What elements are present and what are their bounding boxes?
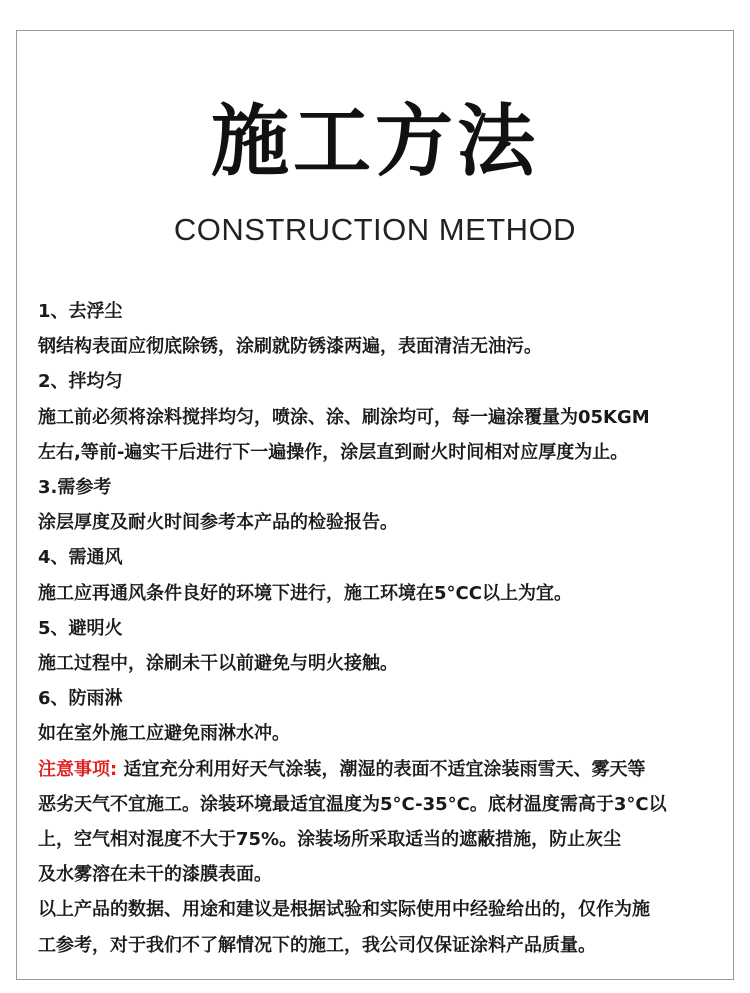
closing-text: 工参考，对于我们不了解情况下的施工，我公司仅保证涂料产品质量。 — [38, 934, 596, 956]
section-text: 施工前必须将涂料搅拌均匀，喷涂、涂、刷涂均可，每一遍涂覆量为05KGM — [38, 406, 650, 428]
section-heading: 4、需通风 — [38, 547, 123, 569]
section-heading: 1、去浮尘 — [38, 301, 123, 322]
page-title: 施工方法 — [210, 97, 539, 187]
note-text: 及水雾溶在未干的漆膜表面。 — [38, 864, 272, 886]
section-text: 如在室外施工应避免雨淋水冲。 — [38, 723, 290, 745]
section-heading: 6、防雨淋 — [38, 688, 123, 710]
note-label: 注意事项: — [38, 758, 118, 780]
section-text: 施工过程中，涂刷未干以前避免与明火接触。 — [38, 653, 398, 675]
note-text: 适宜充分利用好天气涂装，潮湿的表面不适宜涂装雨雪天、雾天等 — [117, 758, 646, 780]
section-text: 钢结构表面应彻底除锈，涂刷就防锈漆两遍，表面清洁无油污。 — [38, 336, 542, 358]
section-text: 涂层厚度及耐火时间参考本产品的检验报告。 — [38, 512, 398, 534]
section-heading: 2、拌均匀 — [38, 371, 123, 393]
section-heading: 5、避明火 — [38, 617, 123, 639]
note-text: 上，空气相对混度不大于75%。涂装场所采取适当的遮蔽措施，防止灰尘 — [38, 829, 622, 851]
closing-text: 以上产品的数据、用途和建议是根据试验和实际使用中经验给出的，仅作为施 — [38, 899, 650, 921]
content-body — [38, 294, 722, 963]
note-line — [38, 752, 722, 787]
section-text: 左右,等前-遍实干后进行下一遍操作，涂层直到耐火时间相对应厚度为止。 — [38, 441, 629, 463]
section-text: 施工应再通风条件良好的环境下进行，施工环境在5°CC以上为宜。 — [38, 582, 572, 604]
page-subtitle: CONSTRUCTION METHOD — [173, 212, 577, 247]
note-text: 恶劣天气不宜施工。涂装环境最适宜温度为5°C-35°C。底材温度需高于3°C以 — [38, 793, 667, 815]
section-heading: 3.需参考 — [38, 477, 112, 499]
